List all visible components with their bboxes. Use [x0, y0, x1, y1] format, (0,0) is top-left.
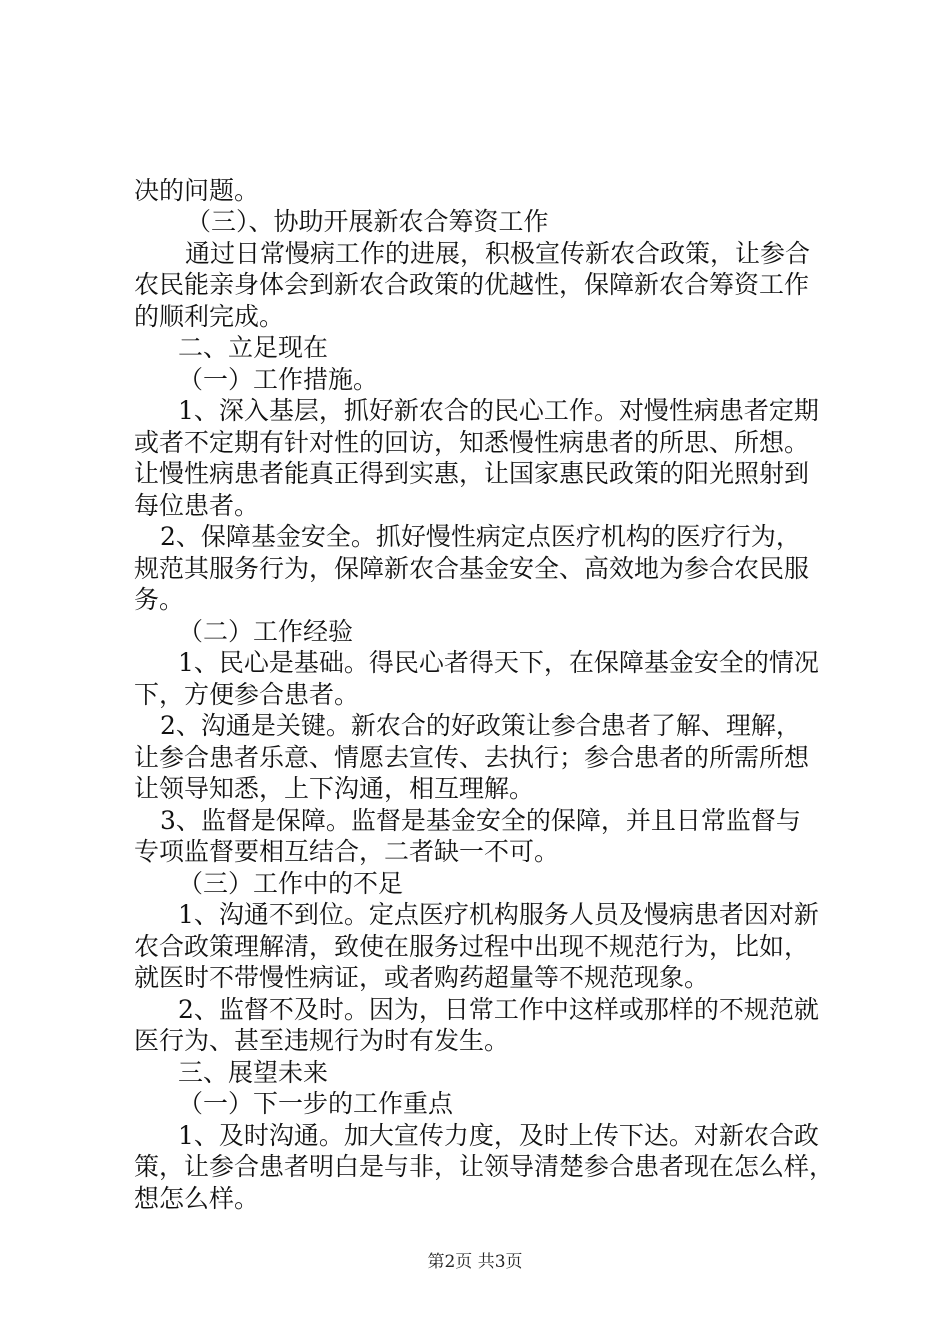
text-line: 每位患者。	[134, 491, 260, 520]
section-heading: （一）工作措施。	[178, 365, 379, 394]
text-line: 1、深入基层，抓好新农合的民心工作。对慢性病患者定期	[178, 396, 819, 425]
section-heading: （三）工作中的不足	[178, 869, 404, 898]
text-line: 农民能亲身体会到新农合政策的优越性，保障新农合筹资工作	[134, 270, 810, 299]
section-heading: 三、展望未来	[178, 1058, 329, 1087]
section-heading: 二、立足现在	[178, 333, 329, 362]
text-line: 想怎么样。	[134, 1184, 260, 1213]
text-line: 下，方便参合患者。	[134, 680, 360, 709]
page-footer: 第2页 共3页	[427, 1252, 523, 1272]
text-line: 2、监督不及时。因为，日常工作中这样或那样的不规范就	[178, 995, 819, 1024]
section-heading: （一）下一步的工作重点	[178, 1089, 454, 1118]
text-line: 3、监督是保障。监督是基金安全的保障，并且日常监督与	[160, 806, 801, 835]
text-line: 医行为、甚至违规行为时有发生。	[134, 1026, 510, 1055]
text-line: 务。	[134, 585, 185, 614]
text-line: 决的问题。	[134, 176, 260, 205]
text-line: 或者不定期有针对性的回访，知悉慢性病患者的所思、所想。	[134, 428, 810, 457]
text-line: 2、沟通是关键。新农合的好政策让参合患者了解、理解，	[160, 711, 801, 740]
text-line: 1、沟通不到位。定点医疗机构服务人员及慢病患者因对新	[178, 900, 819, 929]
text-line: 就医时不带慢性病证，或者购药超量等不规范现象。	[134, 963, 710, 992]
section-heading: （三）、协助开展新农合筹资工作	[186, 207, 549, 236]
text-line: 1、民心是基础。得民心者得天下，在保障基金安全的情况	[178, 648, 819, 677]
text-line: 策，让参合患者明白是与非，让领导清楚参合患者现在怎么样，	[134, 1152, 835, 1181]
text-line: 农合政策理解清，致使在服务过程中出现不规范行为，比如，	[134, 932, 810, 961]
text-line: 2、保障基金安全。抓好慢性病定点医疗机构的医疗行为，	[160, 522, 801, 551]
text-line: 让慢性病患者能真正得到实惠，让国家惠民政策的阳光照射到	[134, 459, 810, 488]
text-line: 专项监督要相互结合，二者缺一不可。	[134, 837, 560, 866]
text-line: 通过日常慢病工作的进展，积极宣传新农合政策，让参合	[185, 239, 811, 268]
text-line: 规范其服务行为，保障新农合基金安全、高效地为参合农民服	[134, 554, 810, 583]
text-line: 的顺利完成。	[134, 302, 285, 331]
section-heading: （二）工作经验	[178, 617, 354, 646]
text-line: 让领导知悉，上下沟通，相互理解。	[134, 774, 535, 803]
text-line: 让参合患者乐意、情愿去宣传、去执行；参合患者的所需所想	[134, 743, 810, 772]
text-line: 1、及时沟通。加大宣传力度，及时上传下达。对新农合政	[178, 1121, 819, 1150]
